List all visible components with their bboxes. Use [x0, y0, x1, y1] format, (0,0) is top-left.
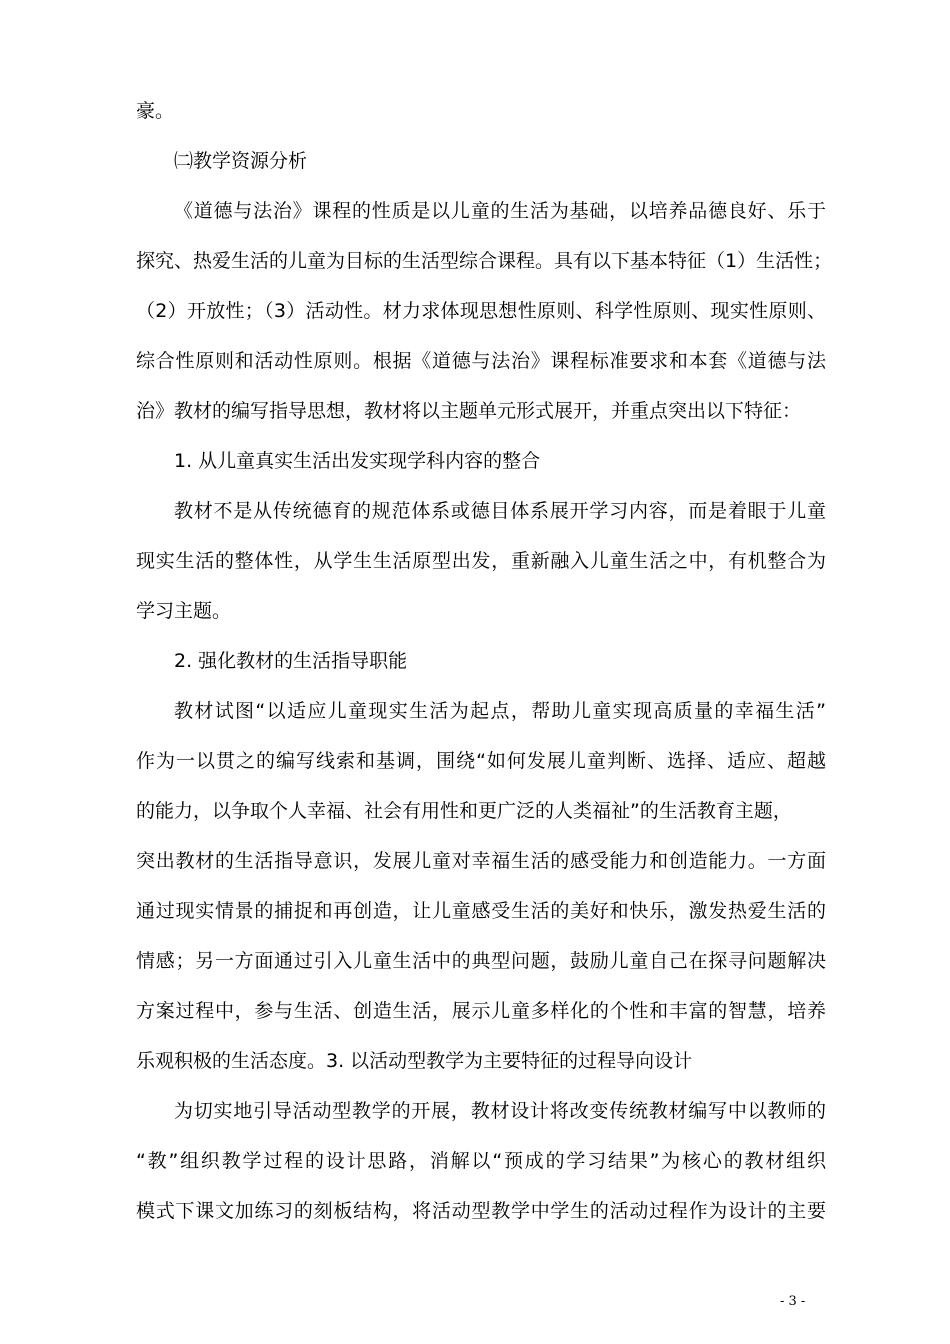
paragraph-line: 方案过程中，参与生活、创造生活，展示儿童多样化的个性和丰富的智慧，培养: [136, 1000, 826, 1022]
paragraph-line: 情感；另一方面通过引入儿童生活中的典型问题，鼓励儿童自己在探寻问题解决: [136, 950, 826, 972]
paragraph-line: 探究、热爱生活的儿童为目标的生活型综合课程。具有以下基本特征（1）生活性；: [136, 250, 833, 272]
numbered-heading: 1. 从儿童真实生活出发实现学科内容的整合: [174, 450, 541, 472]
paragraph-line: “教”组织教学过程的设计思路，消解以“预成的学习结果”为核心的教材组织: [136, 1150, 826, 1172]
paragraph-line: 乐观积极的生活态度。3. 以活动型教学为主要特征的过程导向设计: [136, 1050, 693, 1072]
paragraph-line: 模式下课文加练习的刻板结构，将活动型教学中学生的活动过程作为设计的主要: [136, 1200, 826, 1222]
paragraph-line: 《道德与法治》课程的性质是以儿童的生活为基础，以培养品德良好、乐于: [174, 200, 826, 222]
paragraph-line: 学习主题。: [136, 600, 232, 622]
paragraph-line: 为切实地引导活动型教学的开展，教材设计将改变传统教材编写中以教师的: [174, 1100, 826, 1122]
page-number: - 3 -: [780, 1294, 806, 1309]
paragraph-line: 豪。: [136, 100, 175, 122]
paragraph-line: 治》教材的编写指导思想，教材将以主题单元形式展开，并重点突出以下特征：: [136, 400, 802, 422]
section-heading: ㈡教学资源分析: [174, 150, 308, 172]
paragraph-line: 通过现实情景的捕捉和再创造，让儿童感受生活的美好和快乐，激发热爱生活的: [136, 900, 826, 922]
paragraph-line: 现实生活的整体性，从学生生活原型出发，重新融入儿童生活之中，有机整合为: [136, 550, 826, 572]
paragraph-line: 突出教材的生活指导意识，发展儿童对幸福生活的感受能力和创造能力。一方面: [136, 850, 826, 872]
paragraph-line: 的能力，以争取个人幸福、社会有用性和更广泛的人类福祉”的生活教育主题，: [136, 800, 792, 822]
numbered-heading: 2. 强化教材的生活指导职能: [174, 650, 408, 672]
paragraph-line: 综合性原则和活动性原则。根据《道德与法治》课程标准要求和本套《道德与法: [136, 350, 826, 372]
paragraph-line: 教材不是从传统德育的规范体系或德目体系展开学习内容，而是着眼于儿童: [174, 500, 826, 522]
paragraph-line: （2）开放性；（3）活动性。材力求体现思想性原则、科学性原则、现实性原则、: [136, 300, 826, 322]
paragraph-line: 作为一以贯之的编写线索和基调，围绕“如何发展儿童判断、选择、适应、超越: [136, 750, 826, 772]
paragraph-line: 教材试图“以适应儿童现实生活为起点，帮助儿童实现高质量的幸福生活”: [174, 700, 826, 722]
